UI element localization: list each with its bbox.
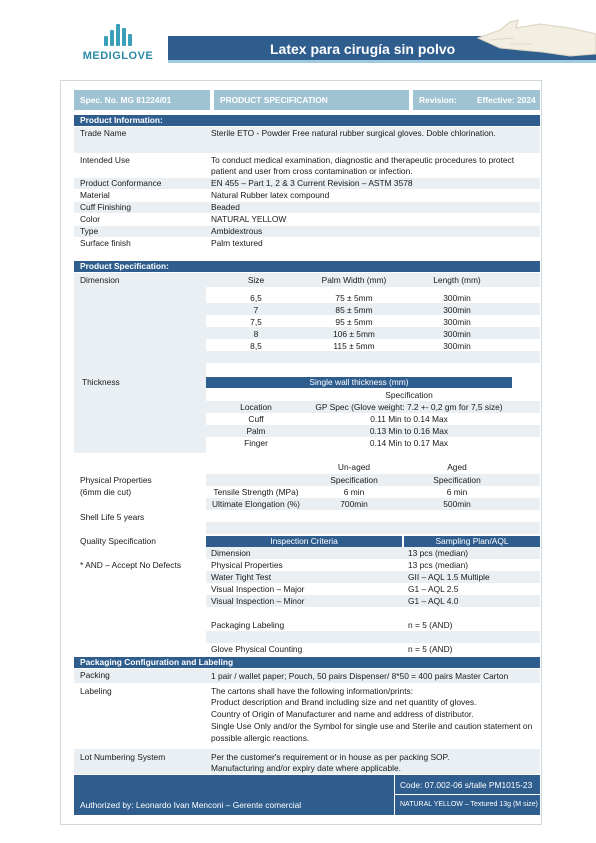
thickness-cell: 0.11 Min to 0.14 Max bbox=[370, 414, 448, 424]
property-name: Tensile Strength (MPa) bbox=[213, 487, 299, 497]
info-label: Color bbox=[80, 214, 101, 224]
length-cell: 300min bbox=[443, 341, 471, 351]
palm-width-cell: 95 ± 5mm bbox=[335, 317, 373, 327]
labeling-line: The cartons shall have the following information/prints: bbox=[211, 686, 414, 696]
aql-cell: G1 – AQL 2.5 bbox=[408, 584, 459, 594]
aged-value: 6 min bbox=[446, 487, 468, 497]
thickness-cell: 0.14 Min to 0.17 Max bbox=[369, 438, 449, 448]
thickness-header: Single wall thickness (mm) bbox=[206, 377, 512, 388]
aql-cell: 13 pcs (median) bbox=[408, 548, 469, 558]
footer-divider bbox=[395, 794, 540, 795]
labeling-line: Country of Origin of Manufacturer and name and address of distributor. bbox=[211, 709, 474, 719]
aql-cell: n = 5 (AND) bbox=[408, 644, 453, 654]
section-heading-product-specification: Product Specification: bbox=[74, 261, 540, 272]
thickness-cell: 0.13 Min to 0.16 Max bbox=[369, 426, 449, 436]
document-code: Code: 07.002-06 s/talle PM1015-23 bbox=[400, 780, 533, 790]
length-cell: 300min bbox=[443, 317, 471, 327]
packing-label: Packing bbox=[80, 670, 110, 680]
info-label: Surface finish bbox=[80, 238, 131, 248]
length-cell: 300min bbox=[443, 305, 471, 315]
dimension-label: Dimension bbox=[80, 275, 120, 285]
labeling-line: Product description and Brand including size and net quantity of gloves. bbox=[211, 697, 477, 707]
packing-value: 1 pair / wallet paper; Pouch, 50 pairs Dispenser/ 8*50 = 400 pairs Master Carton bbox=[211, 671, 509, 681]
quality-label: Quality Specification bbox=[80, 536, 156, 546]
section-heading-packaging: Packaging Configuration and Labeling bbox=[74, 657, 540, 668]
effective-date: Effective: 2024 bbox=[471, 90, 540, 110]
brand-name: MEDIGLOVE bbox=[82, 50, 154, 62]
property-name: Ultimate Elongation (%) bbox=[212, 499, 300, 509]
criteria-cell: Glove Physical Counting bbox=[211, 644, 303, 654]
lot-numbering-label: Lot Numbering System bbox=[80, 752, 166, 762]
aql-cell: GII – AQL 1.5 Multiple bbox=[408, 572, 490, 582]
product-variant: NATURAL YELLOW – Textured 13g (M size) bbox=[400, 801, 538, 808]
spec-bar bbox=[74, 90, 540, 110]
label-column-shade bbox=[74, 273, 206, 373]
unaged-value: 6 min bbox=[343, 487, 365, 497]
lot-line: Per the customer's requirement or in house as per packing SOP. bbox=[211, 752, 450, 762]
palm-width-cell: 115 ± 5mm bbox=[333, 341, 375, 351]
palm-width-cell: 85 ± 5mm bbox=[335, 305, 373, 315]
mediglove-logo bbox=[78, 24, 158, 68]
info-value: Sterile ETO - Powder Free natural rubber surgical gloves. Doble chlorination. bbox=[211, 128, 496, 138]
page-title: Latex para cirugía sin polvo bbox=[270, 41, 456, 57]
labeling-line: possible allergic reactions. bbox=[211, 733, 310, 743]
footer-divider bbox=[394, 775, 395, 815]
section-heading-product-information: Product Information: bbox=[74, 115, 540, 126]
unaged-value: 700min bbox=[340, 499, 368, 509]
thickness-label: Thickness bbox=[82, 377, 120, 387]
aged-value: 500min bbox=[443, 499, 471, 509]
info-value: To conduct medical examination, diagnostic and therapeutic procedures to protect bbox=[211, 155, 515, 165]
info-value: Ambidextrous bbox=[211, 226, 263, 236]
spec-number: Spec. No. MG 81224/01 bbox=[74, 90, 210, 110]
row-shade bbox=[74, 226, 540, 237]
length-cell: 300min bbox=[443, 293, 471, 303]
location-cell: Cuff bbox=[248, 414, 264, 424]
die-cut-label: (6mm die cut) bbox=[80, 487, 132, 497]
length-cell: 300min bbox=[443, 329, 471, 339]
row-shade bbox=[206, 631, 540, 643]
location-cell: Palm bbox=[246, 426, 266, 436]
labeling-label: Labeling bbox=[80, 686, 112, 696]
footer-bar bbox=[74, 775, 540, 815]
info-value: EN 455 – Part 1, 2 & 3 Current Revision – ASTM 3578 bbox=[211, 178, 413, 188]
criteria-cell: Dimension bbox=[211, 548, 251, 558]
criteria-cell: Visual Inspection – Major bbox=[211, 584, 305, 594]
info-label: Intended Use bbox=[80, 155, 130, 165]
info-label: Material bbox=[80, 190, 110, 200]
inspection-criteria-header: Inspection Criteria bbox=[206, 536, 402, 547]
row-shade bbox=[206, 351, 540, 363]
criteria-cell: Visual Inspection – Minor bbox=[211, 596, 305, 606]
info-label: Type bbox=[80, 226, 99, 236]
size-cell: 6,5 bbox=[250, 293, 262, 303]
row-shade bbox=[206, 547, 540, 559]
spec-label: PRODUCT SPECIFICATION bbox=[214, 90, 409, 110]
size-cell: 7 bbox=[253, 305, 259, 315]
location-cell: Finger bbox=[244, 438, 268, 448]
location-header: Location bbox=[240, 402, 272, 412]
aged-spec-header: Specification bbox=[433, 475, 481, 485]
info-value: Natural Rubber latex compound bbox=[211, 190, 330, 200]
row-shade bbox=[74, 202, 540, 213]
shelf-life: Shell Life 5 years bbox=[80, 512, 145, 522]
palm-width-cell: 106 ± 5mm bbox=[333, 329, 375, 339]
physical-properties-label: Physical Properties bbox=[80, 475, 152, 485]
palm-width-cell: 75 ± 5mm bbox=[335, 293, 373, 303]
column-header-palm-width: Palm Width (mm) bbox=[321, 275, 387, 285]
sampling-plan-header: Sampling Plan/AQL bbox=[404, 536, 540, 547]
specification-header: Specification bbox=[385, 390, 433, 400]
info-value: patient and user from cross contamination or infection. bbox=[211, 166, 413, 176]
aged-header: Aged bbox=[447, 462, 467, 472]
size-cell: 7,5 bbox=[250, 317, 262, 327]
labeling-line: Single Use Only and/or the Symbol for single use and Sterile and caution statement on bbox=[211, 721, 533, 731]
gp-spec-header: GP Spec (Glove weight: 7.2 +- 0,2 gm for 7,5 size) bbox=[315, 402, 503, 412]
criteria-cell: Packaging Labeling bbox=[211, 620, 285, 630]
row-shade bbox=[206, 522, 540, 534]
lot-line: Manufacturing and/or expiry date where applicable. bbox=[211, 763, 401, 773]
info-value: Beaded bbox=[211, 202, 240, 212]
unaged-header: Un-aged bbox=[337, 462, 371, 472]
criteria-cell: Water Tight Test bbox=[211, 572, 272, 582]
column-header-size: Size bbox=[247, 275, 265, 285]
criteria-cell: Physical Properties bbox=[211, 560, 283, 570]
info-label: Product Conformance bbox=[80, 178, 162, 188]
unaged-spec-header: Specification bbox=[330, 475, 378, 485]
aql-cell: n = 5 (AND) bbox=[408, 620, 453, 630]
info-value: NATURAL YELLOW bbox=[211, 214, 287, 224]
info-label: Trade Name bbox=[80, 128, 127, 138]
revision-label: Revision: bbox=[413, 90, 471, 110]
glove-image bbox=[470, 8, 596, 68]
aql-cell: G1 – AQL 4.0 bbox=[408, 596, 459, 606]
info-label: Cuff Finishing bbox=[80, 202, 132, 212]
aql-cell: 13 pcs (median) bbox=[408, 560, 469, 570]
authorized-by: Authorized by: Leonardo Ivan Menconi – Gerente comercial bbox=[80, 800, 302, 810]
page-header bbox=[0, 0, 596, 78]
column-header-length: Length (mm) bbox=[433, 275, 481, 285]
size-cell: 8,5 bbox=[250, 341, 262, 351]
quality-note: * AND – Accept No Defects bbox=[80, 560, 182, 570]
info-value: Palm textured bbox=[211, 238, 263, 248]
size-cell: 8 bbox=[253, 329, 259, 339]
